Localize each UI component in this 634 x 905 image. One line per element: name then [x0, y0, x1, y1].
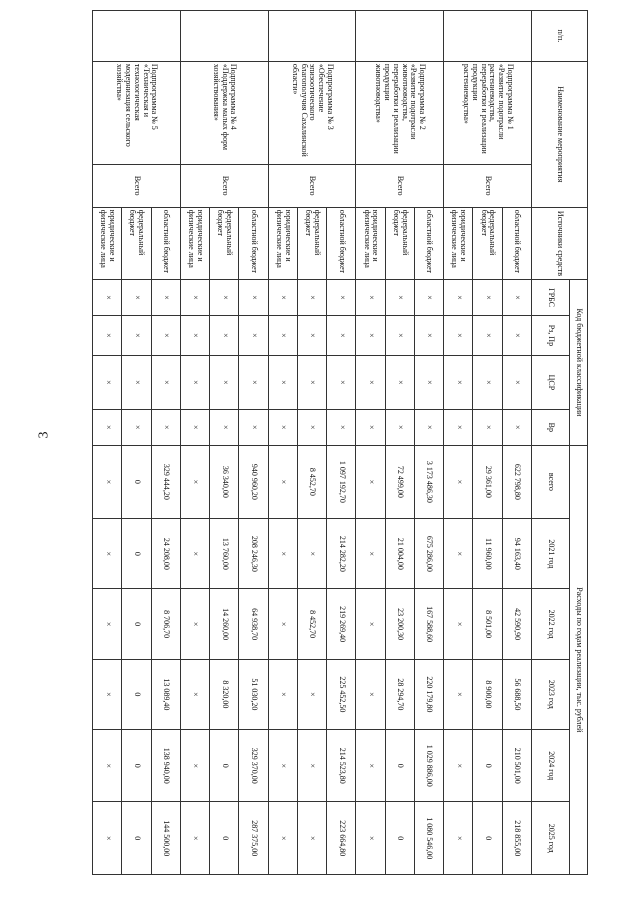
amount-cell-y2021: 94 163,40: [502, 519, 531, 589]
table-body: [93, 11, 532, 875]
rotated-page: [92, 10, 588, 875]
code-cell-vr: ×: [239, 409, 268, 445]
source-cell: областной бюджет: [414, 207, 443, 279]
source-cell: областной бюджет: [327, 207, 356, 279]
code-cell-csr: ×: [122, 355, 151, 409]
code-cell-rzpr: ×: [210, 315, 239, 355]
code-cell-grbs: ×: [93, 280, 122, 316]
program-name: Подпрограмма № 3 «Обеспечение эпизоотического благополучия Сахалинской области»: [268, 61, 356, 164]
source-cell: федеральный бюджет: [385, 207, 414, 279]
amount-cell-y2022: 8 452,70: [297, 589, 326, 659]
code-cell-vr: ×: [93, 409, 122, 445]
amount-cell-y2025: ×: [297, 802, 326, 875]
amount-cell-y2023: 220 179,80: [414, 659, 443, 729]
code-cell-vr: ×: [180, 409, 209, 445]
code-cell-grbs: ×: [502, 280, 531, 316]
code-cell-csr: ×: [210, 355, 239, 409]
amount-cell-y2024: ×: [356, 730, 385, 802]
amount-cell-y2024: 214 523,80: [327, 730, 356, 802]
source-cell: областной бюджет: [239, 207, 268, 279]
amount-cell-y2024: ×: [93, 730, 122, 802]
header-total: всего: [532, 445, 570, 519]
code-cell-vr: ×: [356, 409, 385, 445]
code-cell-rzpr: ×: [122, 315, 151, 355]
amount-cell-total: ×: [93, 445, 122, 519]
amount-cell-total: ×: [356, 445, 385, 519]
amount-cell-y2021: ×: [297, 519, 326, 589]
amount-cell-y2022: 219 269,40: [327, 589, 356, 659]
amount-cell-y2025: 0: [473, 802, 502, 875]
code-cell-csr: ×: [268, 355, 297, 409]
amount-cell-y2024: 210 501,00: [502, 730, 531, 802]
header-csr: ЦСР: [532, 355, 570, 409]
amount-cell-total: 72 499,00: [385, 445, 414, 519]
code-cell-rzpr: ×: [327, 315, 356, 355]
code-cell-grbs: ×: [180, 280, 209, 316]
row-number-cell: [268, 11, 356, 62]
amount-cell-y2025: ×: [356, 802, 385, 875]
amount-cell-y2023: ×: [268, 659, 297, 729]
amount-cell-y2022: 42 590,90: [502, 589, 531, 659]
amount-cell-y2022: ×: [356, 589, 385, 659]
amount-cell-y2021: 11 960,00: [473, 519, 502, 589]
program-name: Подпрограмма № 1 «Развитие подотрасли растениеводства, переработки и реализации продукции растениеводства»: [444, 61, 532, 164]
code-cell-rzpr: ×: [93, 315, 122, 355]
amount-cell-y2023: ×: [297, 659, 326, 729]
code-cell-rzpr: ×: [414, 315, 443, 355]
code-cell-vr: ×: [502, 409, 531, 445]
amount-cell-y2021: 0: [122, 519, 151, 589]
amount-cell-y2025: 223 664,80: [327, 802, 356, 875]
program-total-label: Всего: [268, 164, 356, 207]
header-grbs: ГРБС: [532, 280, 570, 316]
amount-cell-y2021: ×: [268, 519, 297, 589]
amount-cell-y2024: 138 940,00: [151, 730, 180, 802]
amount-cell-total: 940 960,20: [239, 445, 268, 519]
code-cell-grbs: ×: [444, 280, 473, 316]
code-cell-rzpr: ×: [151, 315, 180, 355]
amount-cell-y2022: ×: [180, 589, 209, 659]
amount-cell-y2024: ×: [180, 730, 209, 802]
table-row: [327, 11, 356, 875]
code-cell-rzpr: ×: [180, 315, 209, 355]
code-cell-rzpr: ×: [385, 315, 414, 355]
code-cell-grbs: ×: [151, 280, 180, 316]
code-cell-vr: ×: [414, 409, 443, 445]
code-cell-rzpr: ×: [239, 315, 268, 355]
code-cell-grbs: ×: [473, 280, 502, 316]
code-cell-vr: ×: [385, 409, 414, 445]
amount-cell-y2023: ×: [444, 659, 473, 729]
amount-cell-total: 8 452,70: [297, 445, 326, 519]
code-cell-grbs: ×: [356, 280, 385, 316]
amount-cell-y2022: 23 200,30: [385, 589, 414, 659]
amount-cell-y2025: ×: [268, 802, 297, 875]
code-cell-grbs: ×: [268, 280, 297, 316]
header-expenses: Расходы по годам реализации, тыс. рублей: [570, 445, 588, 874]
amount-cell-y2024: 329 370,00: [239, 730, 268, 802]
program-total-label: Всего: [356, 164, 444, 207]
code-cell-csr: ×: [239, 355, 268, 409]
code-cell-csr: ×: [444, 355, 473, 409]
header-2022: 2022 год: [532, 589, 570, 659]
program-name: Подпрограмма № 2 «Развитие подотрасли животноводства, переработки и реализации продукции животноводства»: [356, 61, 444, 164]
amount-cell-total: 1 097 192,70: [327, 445, 356, 519]
source-cell: юридические и физические лица: [444, 207, 473, 279]
code-cell-vr: ×: [268, 409, 297, 445]
amount-cell-y2024: 0: [385, 730, 414, 802]
amount-cell-y2022: 0: [122, 589, 151, 659]
code-cell-vr: ×: [444, 409, 473, 445]
page-number: 3: [36, 431, 52, 439]
row-number-cell: [180, 11, 268, 62]
code-cell-rzpr: ×: [502, 315, 531, 355]
code-cell-csr: ×: [356, 355, 385, 409]
code-cell-rzpr: ×: [473, 315, 502, 355]
code-cell-csr: ×: [385, 355, 414, 409]
amount-cell-y2021: ×: [356, 519, 385, 589]
amount-cell-total: ×: [444, 445, 473, 519]
amount-cell-y2021: 13 760,00: [210, 519, 239, 589]
amount-cell-total: 329 444,20: [151, 445, 180, 519]
source-cell: федеральный бюджет: [473, 207, 502, 279]
amount-cell-y2025: 0: [122, 802, 151, 875]
code-cell-csr: ×: [502, 355, 531, 409]
code-cell-vr: ×: [297, 409, 326, 445]
amount-cell-y2024: ×: [268, 730, 297, 802]
source-cell: федеральный бюджет: [122, 207, 151, 279]
header-budget-code: Код бюджетной классификации: [570, 280, 588, 445]
header-sources: Источники средств: [532, 207, 588, 279]
amount-cell-y2023: 225 452,50: [327, 659, 356, 729]
code-cell-csr: ×: [297, 355, 326, 409]
amount-cell-y2022: ×: [444, 589, 473, 659]
header-2023: 2023 год: [532, 659, 570, 729]
program-name: Подпрограмма № 4 «Поддержка малых форм хозяйствования»: [180, 61, 268, 164]
amount-cell-y2023: 8 320,00: [210, 659, 239, 729]
table-row: [502, 11, 531, 875]
source-cell: федеральный бюджет: [210, 207, 239, 279]
amount-cell-y2024: 0: [473, 730, 502, 802]
amount-cell-total: ×: [268, 445, 297, 519]
amount-cell-y2023: ×: [93, 659, 122, 729]
source-cell: юридические и физические лица: [180, 207, 209, 279]
code-cell-csr: ×: [473, 355, 502, 409]
table-row: [239, 11, 268, 875]
source-cell: областной бюджет: [151, 207, 180, 279]
code-cell-rzpr: ×: [356, 315, 385, 355]
amount-cell-total: 622 798,80: [502, 445, 531, 519]
header-2025: 2025 год: [532, 802, 570, 875]
amount-cell-y2023: 13 089,40: [151, 659, 180, 729]
budget-table: [92, 10, 588, 875]
code-cell-vr: ×: [327, 409, 356, 445]
amount-cell-total: 36 340,00: [210, 445, 239, 519]
code-cell-csr: ×: [180, 355, 209, 409]
header-2024: 2024 год: [532, 730, 570, 802]
amount-cell-y2025: 287 375,00: [239, 802, 268, 875]
amount-cell-y2025: 0: [385, 802, 414, 875]
amount-cell-y2024: 0: [210, 730, 239, 802]
header-name: Наименование мероприятия: [532, 61, 588, 207]
source-cell: федеральный бюджет: [297, 207, 326, 279]
code-cell-grbs: ×: [210, 280, 239, 316]
amount-cell-y2021: ×: [444, 519, 473, 589]
code-cell-vr: ×: [151, 409, 180, 445]
program-total-label: Всего: [444, 164, 532, 207]
amount-cell-y2021: 208 246,30: [239, 519, 268, 589]
code-cell-grbs: ×: [414, 280, 443, 316]
amount-cell-y2022: 8 706,70: [151, 589, 180, 659]
code-cell-grbs: ×: [239, 280, 268, 316]
header-2021: 2021 год: [532, 519, 570, 589]
code-cell-grbs: ×: [297, 280, 326, 316]
amount-cell-y2021: 214 282,20: [327, 519, 356, 589]
amount-cell-y2021: 675 286,00: [414, 519, 443, 589]
amount-cell-total: 29 361,00: [473, 445, 502, 519]
amount-cell-y2024: ×: [444, 730, 473, 802]
amount-cell-y2022: ×: [268, 589, 297, 659]
amount-cell-y2023: 51 030,20: [239, 659, 268, 729]
amount-cell-y2021: 24 208,00: [151, 519, 180, 589]
amount-cell-y2025: ×: [444, 802, 473, 875]
code-cell-rzpr: ×: [297, 315, 326, 355]
code-cell-csr: ×: [93, 355, 122, 409]
header-vr: Вр: [532, 409, 570, 445]
code-cell-grbs: ×: [122, 280, 151, 316]
code-cell-csr: ×: [414, 355, 443, 409]
amount-cell-y2023: 8 900,00: [473, 659, 502, 729]
table-row: [414, 11, 443, 875]
code-cell-vr: ×: [473, 409, 502, 445]
row-number-cell: [93, 11, 181, 62]
amount-cell-y2023: ×: [356, 659, 385, 729]
amount-cell-y2023: 28 294,70: [385, 659, 414, 729]
code-cell-csr: ×: [327, 355, 356, 409]
amount-cell-y2022: ×: [93, 589, 122, 659]
code-cell-rzpr: ×: [268, 315, 297, 355]
amount-cell-y2023: 0: [122, 659, 151, 729]
amount-cell-y2024: 0: [122, 730, 151, 802]
amount-cell-y2025: 0: [210, 802, 239, 875]
amount-cell-total: 3 173 486,30: [414, 445, 443, 519]
amount-cell-y2025: 1 080 546,00: [414, 802, 443, 875]
source-cell: областной бюджет: [502, 207, 531, 279]
row-number-cell: [444, 11, 532, 62]
amount-cell-y2025: 144 500,00: [151, 802, 180, 875]
code-cell-rzpr: ×: [444, 315, 473, 355]
source-cell: юридические и физические лица: [268, 207, 297, 279]
source-cell: юридические и физические лица: [356, 207, 385, 279]
header-rzpr: Рз, Пр: [532, 315, 570, 355]
amount-cell-y2021: 21 004,00: [385, 519, 414, 589]
amount-cell-y2021: ×: [93, 519, 122, 589]
amount-cell-total: ×: [180, 445, 209, 519]
code-cell-csr: ×: [151, 355, 180, 409]
amount-cell-y2022: 8 501,00: [473, 589, 502, 659]
amount-cell-y2025: ×: [93, 802, 122, 875]
code-cell-vr: ×: [122, 409, 151, 445]
amount-cell-y2025: ×: [180, 802, 209, 875]
amount-cell-y2025: 218 855,00: [502, 802, 531, 875]
amount-cell-y2021: ×: [180, 519, 209, 589]
amount-cell-y2024: ×: [297, 730, 326, 802]
amount-cell-y2022: 167 588,60: [414, 589, 443, 659]
code-cell-vr: ×: [210, 409, 239, 445]
program-total-label: Всего: [93, 164, 181, 207]
table-row: [151, 11, 180, 875]
amount-cell-total: 0: [122, 445, 151, 519]
program-name: Подпрограмма № 5 «Техническая и технологическая модернизация сельского хозяйства»: [93, 61, 181, 164]
amount-cell-y2023: ×: [180, 659, 209, 729]
amount-cell-y2024: 1 029 886,00: [414, 730, 443, 802]
program-total-label: Всего: [180, 164, 268, 207]
amount-cell-y2023: 56 688,50: [502, 659, 531, 729]
row-number-cell: [356, 11, 444, 62]
code-cell-grbs: ×: [327, 280, 356, 316]
code-cell-grbs: ×: [385, 280, 414, 316]
source-cell: юридические и физические лица: [93, 207, 122, 279]
header-np: п/п.: [532, 11, 588, 62]
amount-cell-y2022: 14 260,00: [210, 589, 239, 659]
amount-cell-y2022: 64 938,70: [239, 589, 268, 659]
